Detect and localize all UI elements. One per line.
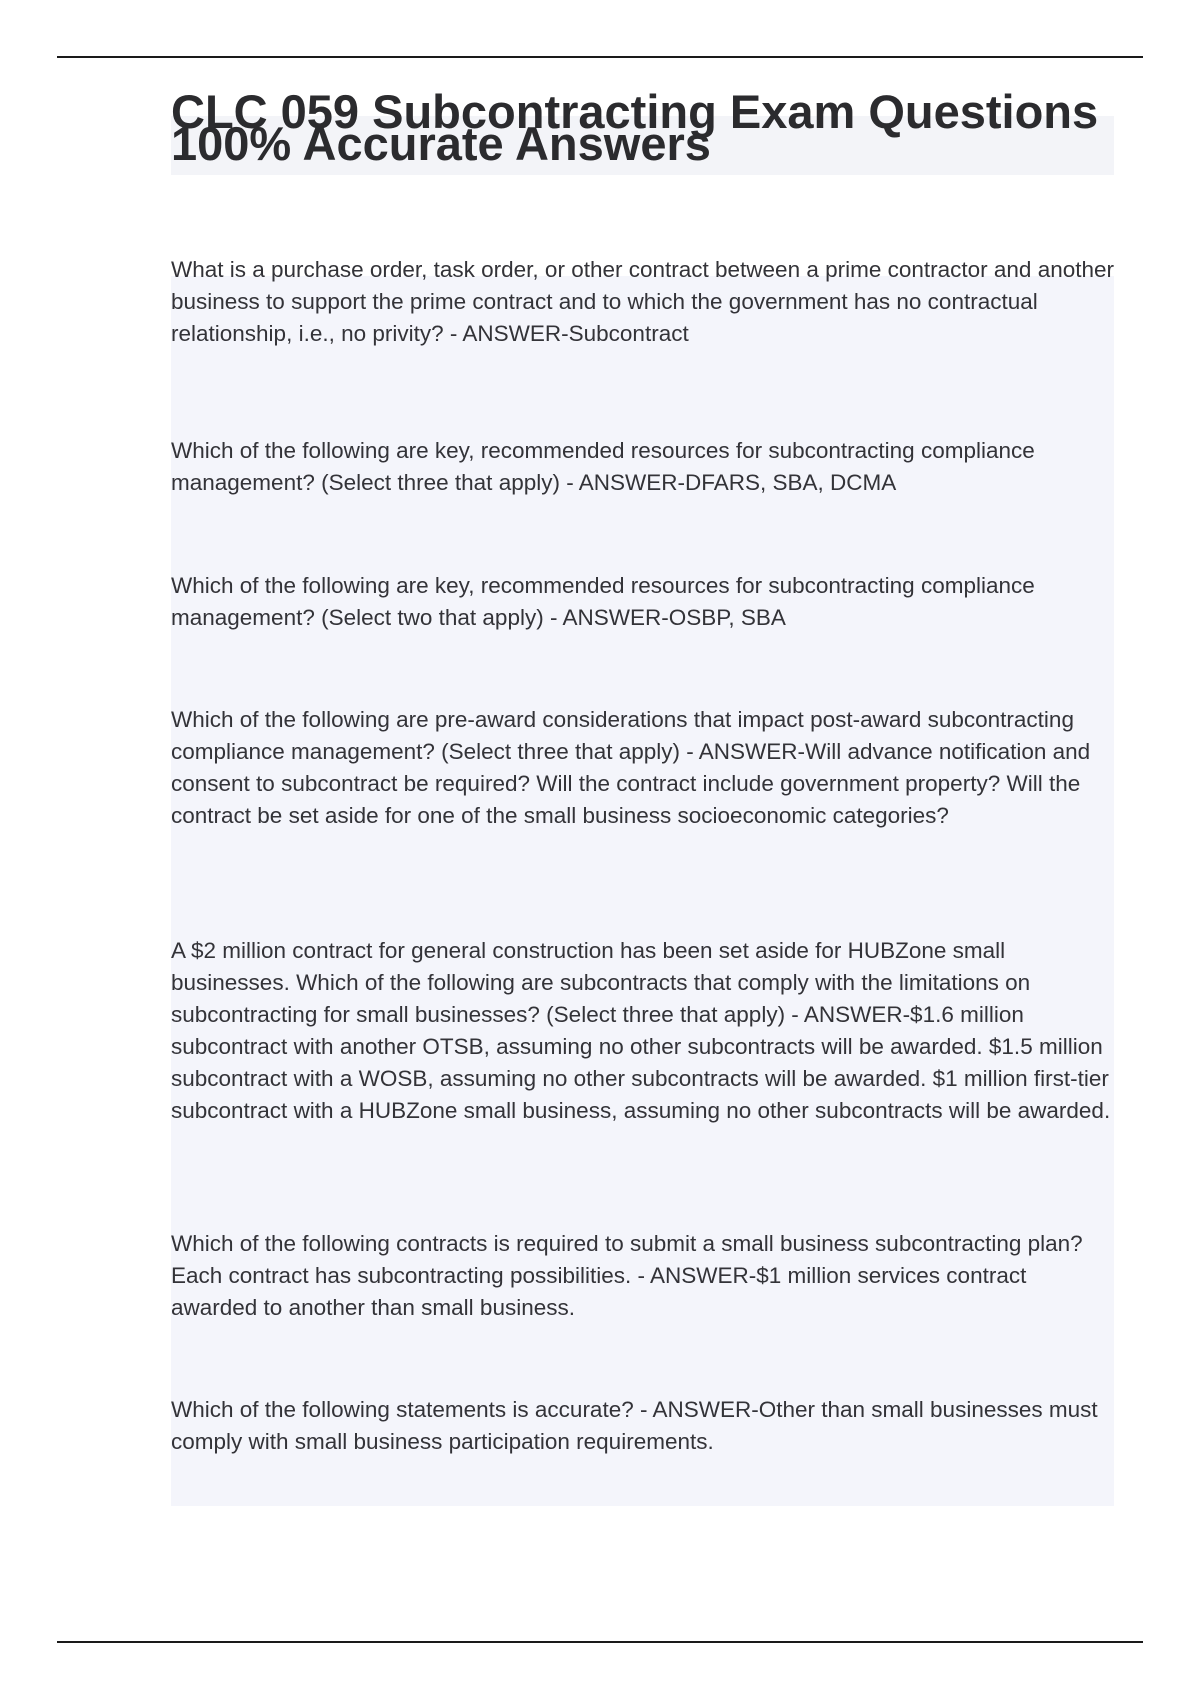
top-rule — [57, 56, 1143, 58]
bottom-rule — [57, 1641, 1143, 1643]
document-title: CLC 059 Subcontracting Exam Questions 100% Accurate Answers — [171, 85, 1099, 170]
qa-item-6: Which of the following contracts is required to submit a small business subcontracting plan? Each contract has subcontracting possibilities. - ANSWER-$1 million services contract awarded to another than small business. — [171, 1231, 1083, 1320]
qa-item-7: Which of the following statements is accurate? - ANSWER-Other than small businesses must comply with small business participation requirements. — [171, 1397, 1098, 1454]
qa-item-4: Which of the following are pre-award considerations that impact post-award subcontracting compliance management? (Select three that apply) - ANSWER-Will advance notification and consent to subcontract be required? Will the contract include government property? Will the contract be set aside for one of the small business socioeconomic categories? — [171, 707, 1091, 828]
qa-item-2: Which of the following are key, recommended resources for subcontracting compliance management? (Select three that apply) - ANSWER-DFARS, SBA, DCMA — [171, 438, 1035, 495]
qa-item-1: What is a purchase order, task order, or other contract between a prime contractor and another business to support the prime contract and to which the government has no contractual relationship, i.e., no privity? - ANSWER-Subcontract — [171, 257, 1115, 346]
qa-item-3: Which of the following are key, recommended resources for subcontracting compliance management? (Select two that apply) - ANSWER-OSBP, SBA — [171, 573, 1035, 630]
qa-item-5: A $2 million contract for general construction has been set aside for HUBZone small businesses. Which of the following are subcontracts that comply with the limitations on subcontracting for small businesses? (Select three that apply) - ANSWER-$1.6 million subcontract with another OTSB, assuming no other subcontracts will be awarded. $1.5 million subcontract with a WOSB, assuming no other subcontracts will be awarded. $1 million first-tier subcontract with a HUBZone small business, assuming no other subcontracts will be awarded. — [171, 938, 1111, 1123]
